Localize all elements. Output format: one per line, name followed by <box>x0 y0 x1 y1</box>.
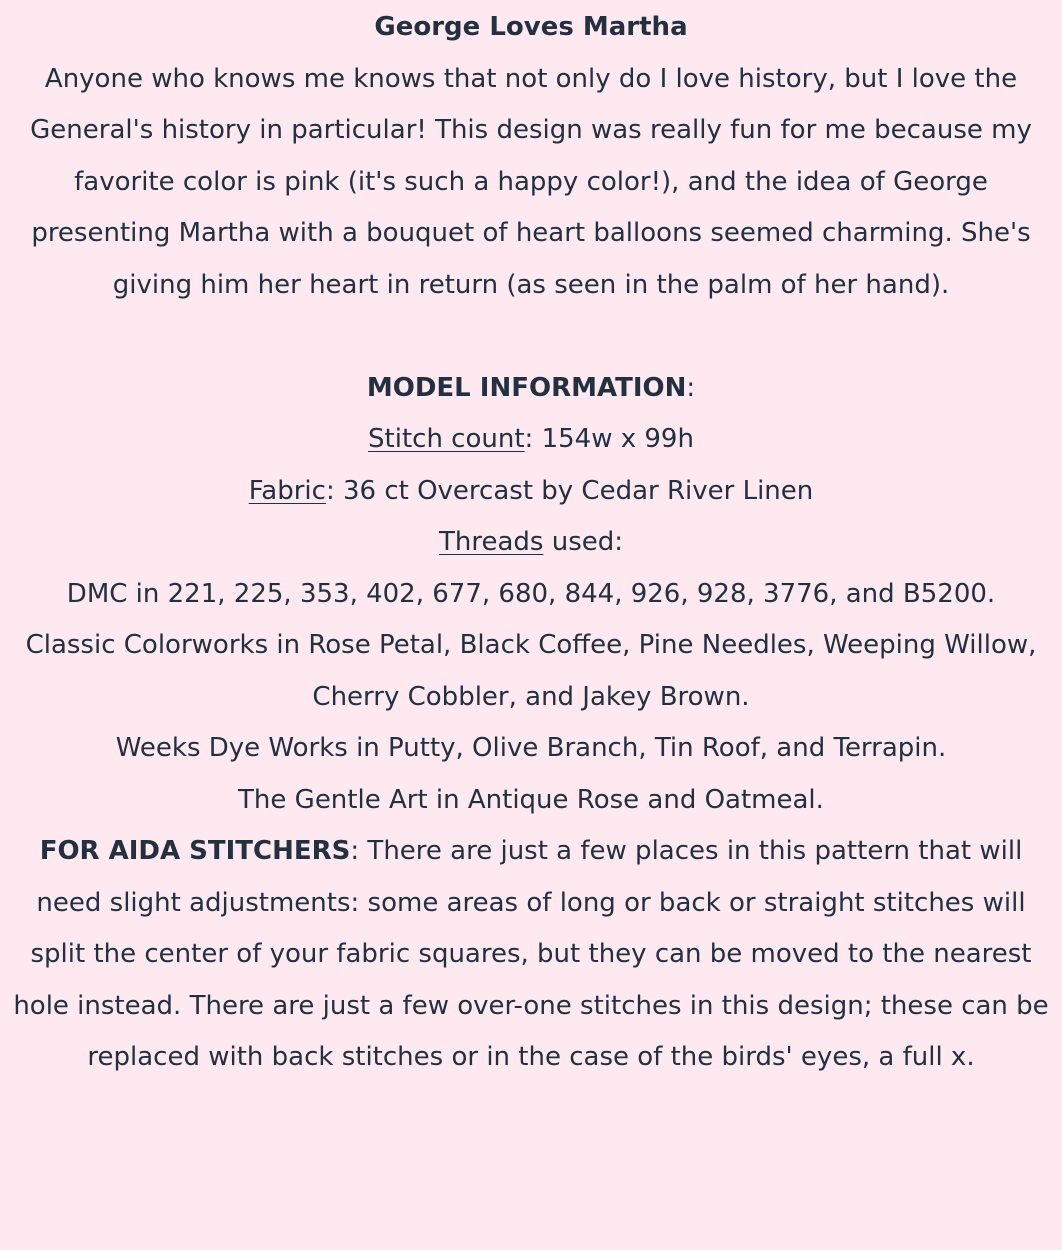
stitch-count-value: : 154w x 99h <box>524 424 694 454</box>
aida-stitchers-paragraph <box>8 826 1054 1084</box>
aida-stitchers-label: FOR AIDA STITCHERS <box>39 836 351 866</box>
fabric-label: Fabric <box>248 475 326 506</box>
stitch-count-label: Stitch count <box>368 424 525 454</box>
threads-suffix: used: <box>543 527 624 557</box>
fabric-line <box>8 466 1054 518</box>
stitch-count-line <box>8 414 1054 466</box>
thread-brand-weeks-dye-works: Weeks Dye Works in Putty, Olive Branch, Tin Roof, and Terrapin. <box>115 733 947 763</box>
model-info-heading: MODEL INFORMATION <box>366 372 687 403</box>
thread-brand-classic-colorworks: Classic Colorworks in Rose Petal, Black Coffee, Pine Needles, Weeping Willow, Cherry Cobbler, and Jakey Brown. <box>25 630 1037 712</box>
thread-brand-dmc: DMC in 221, 225, 353, 402, 677, 680, 844, 926, 928, 3776, and B5200. <box>66 578 996 609</box>
fabric-value: : 36 ct Overcast by Cedar River Linen <box>325 475 814 506</box>
spacer <box>8 311 1054 363</box>
thread-brand-gentle-art: The Gentle Art in Antique Rose and Oatmeal. <box>238 784 824 815</box>
threads-line <box>8 517 1054 569</box>
threads-label: Threads <box>438 527 544 557</box>
model-info-heading-line <box>8 363 1054 415</box>
pattern-title: George Loves Martha <box>374 12 688 42</box>
intro-paragraph: Anyone who knows me knows that not only do I love history, but I love the General's history in particular! This design was really fun for me because my favorite color is pink (it's such a happy color!), and the idea of George presenting Martha with a bouquet of heart balloons seemed charming. She's giving him her heart in return (as seen in the palm of her hand). <box>30 63 1032 300</box>
model-info-heading-colon: : <box>686 372 696 403</box>
aida-stitchers-text: : There are just a few places in this pattern that will need slight adjustments: some areas of long or back or straight stitches will split the center of your fabric squares, but they can be moved to the nearest hole instead. There are just a few over-one stitches in this design; these can be replaced with back stitches or in the case of the birds' eyes, a full x. <box>13 836 1049 1072</box>
